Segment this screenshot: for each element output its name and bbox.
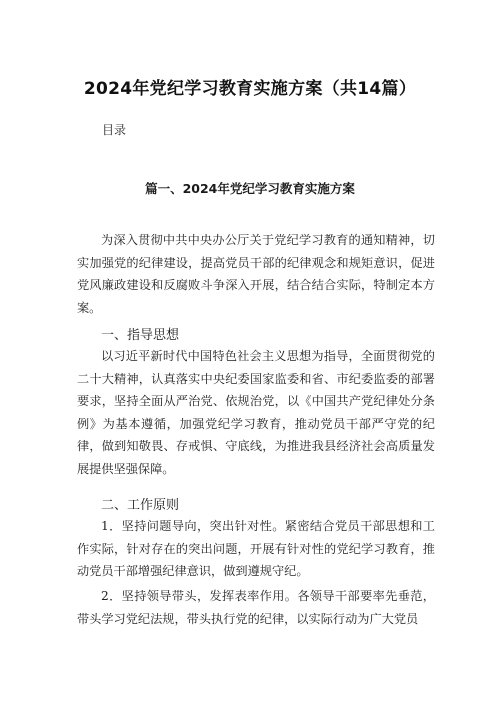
section-heading-guiding-ideology: 一、指导思想	[101, 328, 180, 343]
chapter-title: 篇一、2024年党纪学习教育实施方案	[145, 181, 355, 196]
intro-paragraph: 为深入贯彻中共中央办公厅关于党纪学习教育的通知精神，切实加强党的纪律建设，提高党员干部的纪律观念和规矩意识，促进党风廉政建设和反腐败斗争深入开展，结合结合实际，特制定本方案。	[77, 233, 435, 315]
guiding-ideology-paragraph: 以习近平新时代中国特色社会主义思想为指导，全面贯彻党的二十大精神，认真落实中央纪委国家监委和省、市纪委监委的部署要求，坚持全面从严治党、依规治党，以《中国共产党纪律处分条例》为基本遵循，加强党纪学习教育，推动党员干部严守党的纪律，做到知敬畏、存戒惧、守底线，为推进我县经济社会高质量发展提供坚强保障。	[77, 349, 435, 476]
section-heading-work-principles: 二、工作原则	[101, 498, 180, 513]
document-title: 2024年党纪学习教育实施方案（共14篇）	[83, 79, 417, 99]
principle-paragraph-1: 1．坚持问题导向，突出针对性。紧密结合党员干部思想和工作实际，针对存在的突出问题，开展有针对性的党纪学习教育，推动党员干部增强纪律意识，做到遵规守纪。	[77, 519, 435, 579]
table-of-contents-label: 目录	[102, 123, 127, 137]
principle-paragraph-2: 2．坚持领导带头，发挥表率作用。各领导干部要率先垂范，带头学习党纪法规，带头执行党的纪律，以实际行动为广大党员	[77, 589, 435, 626]
